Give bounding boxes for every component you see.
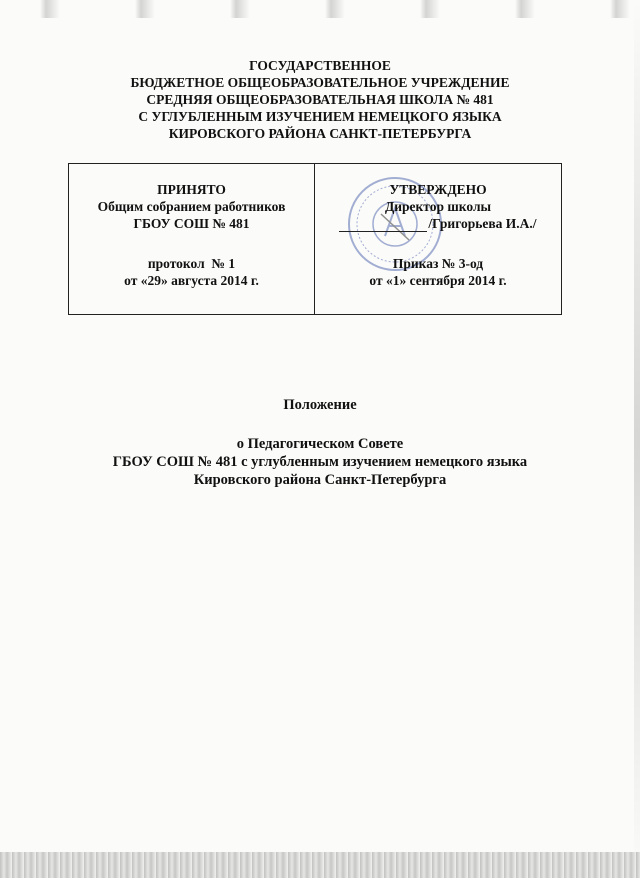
approval-table: [68, 163, 562, 315]
accepted-body-line-2: ГБОУ СОШ № 481: [133, 216, 250, 231]
signature-line: [339, 219, 427, 232]
approved-signature-row: [315, 215, 561, 232]
document-subtitle-line-3: Кировского района Санкт-Петербурга: [193, 472, 447, 488]
document-subtitle-line-1: о Педагогическом Совете: [236, 436, 404, 452]
accepted-heading: ПРИНЯТО: [157, 182, 226, 197]
approved-order: Приказ № 3-од: [392, 256, 484, 271]
document-title-block: [0, 396, 640, 489]
header-line-5: КИРОВСКОГО РАЙОНА САНКТ-ПЕТЕРБУРГА: [168, 126, 472, 141]
scan-edge-bottom: [0, 852, 640, 878]
accepted-protocol: протокол № 1: [147, 256, 236, 271]
approved-heading: УТВЕРЖДЕНО: [389, 182, 487, 197]
scan-edge-top: [0, 0, 640, 18]
accepted-body-line-1: Общим собранием работников: [97, 199, 286, 214]
accepted-date: от «29» августа 2014 г.: [124, 273, 259, 288]
header-line-1: ГОСУДАРСТВЕННОЕ: [249, 58, 391, 73]
header-line-3: СРЕДНЯЯ ОБЩЕОБРАЗОВАТЕЛЬНАЯ ШКОЛА № 481: [146, 92, 494, 107]
approved-signatory: /Григорьева И.А./: [428, 216, 537, 231]
accepted-cell: [69, 164, 315, 314]
document-subtitle-line-2: ГБОУ СОШ № 481 с углубленным изучением немецкого языка: [112, 454, 528, 470]
document-title: Положение: [283, 397, 357, 413]
header-line-2: БЮДЖЕТНОЕ ОБЩЕОБРАЗОВАТЕЛЬНОЕ УЧРЕЖДЕНИЕ: [130, 75, 510, 90]
approved-position: Директор школы: [384, 199, 492, 214]
approved-cell: [315, 164, 561, 314]
header-line-4: С УГЛУБЛЕННЫМ ИЗУЧЕНИЕМ НЕМЕЦКОГО ЯЗЫКА: [138, 109, 502, 124]
institution-header: [0, 57, 640, 142]
approved-date: от «1» сентября 2014 г.: [369, 273, 507, 288]
